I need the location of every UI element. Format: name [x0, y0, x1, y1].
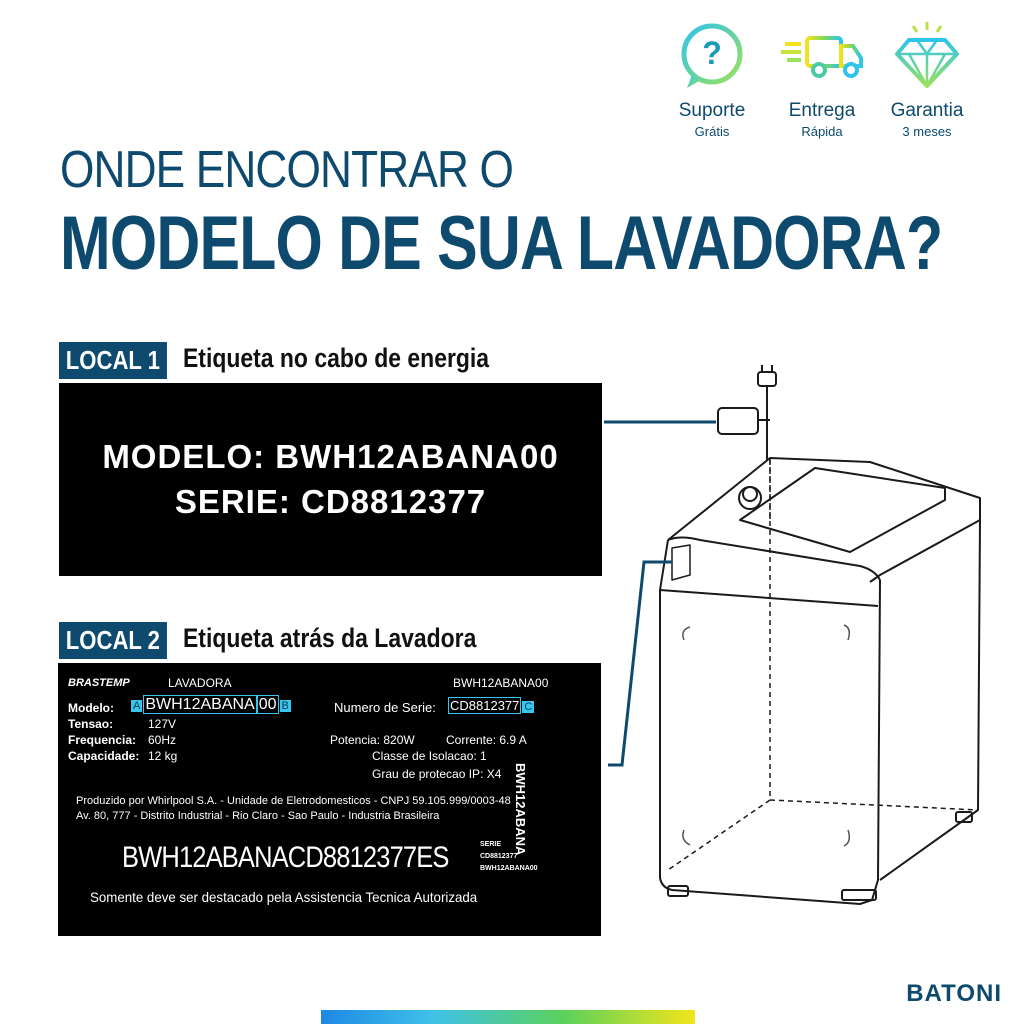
headline-line2: MODELO DE SUA LAVADORA? — [60, 201, 943, 286]
label2-serie-value — [448, 698, 535, 713]
label2-vertical-code: BWH12ABANA — [513, 763, 528, 856]
brand-gradient-bar — [321, 1010, 695, 1024]
local2-caption: Etiqueta atrás da Lavadora — [183, 623, 477, 653]
brand-logo: BATONI — [906, 980, 1002, 1007]
label1-model: MODELO: BWH12ABANA00 — [102, 438, 559, 475]
model-suffix: 00 — [258, 696, 277, 713]
question-chat-icon — [677, 20, 747, 92]
label2-footer-note: Somente deve ser destacado pela Assistencia Tecnica Autorizada — [90, 889, 478, 905]
label2-grau: Grau de protecao IP: X4 — [372, 767, 502, 781]
label2-product: LAVADORA — [168, 676, 232, 690]
feature-subtitle: Rápida — [801, 124, 843, 139]
feature-subtitle: Grátis — [694, 124, 730, 139]
headline-line1: ONDE ENCONTRAR O — [60, 141, 513, 199]
feature-title: Suporte — [678, 100, 746, 121]
marker-a: A — [133, 700, 141, 712]
label2-small-code2: BWH12ABANA00 — [480, 865, 538, 872]
local2-tag: LOCAL 2 — [59, 622, 167, 659]
rear-label — [58, 663, 601, 936]
feature-entrega — [772, 20, 872, 139]
marker-b: B — [281, 700, 289, 712]
label2-produced-line2: Av. 80, 777 - Distrito Industrial - Rio Claro - Sao Paulo - Industria Brasileira — [76, 810, 440, 822]
label2-modelo-label: Modelo: — [68, 701, 114, 715]
label2-small-serie: SERIE — [480, 841, 502, 848]
delivery-truck-icon — [777, 20, 867, 92]
svg-text:?: ? — [702, 35, 722, 71]
label2-tensao-value: 127V — [148, 717, 177, 731]
marker-c: C — [524, 701, 533, 713]
feature-suporte — [662, 20, 762, 139]
serie-value: CD8812377 — [450, 698, 520, 713]
feature-garantia — [877, 20, 977, 139]
local1-tag: LOCAL 1 — [59, 342, 167, 379]
feature-title: Entrega — [788, 100, 856, 121]
label2-model-top: BWH12ABANA00 — [453, 676, 549, 690]
washing-machine-illustration — [600, 355, 1000, 915]
label2-classe: Classe de Isolacao: 1 — [372, 749, 487, 763]
label2-potencia: Potencia: 820W — [330, 733, 415, 747]
label2-big-code: BWH12ABANACD8812377ES — [122, 841, 449, 874]
feature-title: Garantia — [890, 100, 964, 121]
label2-freq-value: 60Hz — [148, 733, 177, 747]
label1-serie: SERIE: CD8812377 — [174, 483, 487, 520]
model-main: BWH12ABANA — [145, 696, 255, 713]
label2-cap-value: 12 kg — [148, 749, 178, 763]
label2-model-value — [130, 696, 292, 714]
diamond-icon — [887, 20, 967, 92]
power-cable-label — [59, 383, 602, 576]
feature-subtitle: 3 meses — [902, 124, 952, 139]
label2-tensao-label: Tensao: — [68, 717, 114, 731]
label2-serie-label: Numero de Serie: — [334, 700, 436, 715]
label2-freq-label: Frequencia: — [68, 733, 137, 747]
label2-cap-label: Capacidade: — [68, 749, 140, 763]
label2-corrente: Corrente: 6.9 A — [446, 733, 527, 747]
label2-produced-line1: Produzido por Whirlpool S.A. - Unidade de Eletrodomesticos - CNPJ 59.105.999/0003-48 — [76, 795, 511, 807]
local1-caption: Etiqueta no cabo de energia — [183, 343, 490, 373]
label2-small-code1: CD8812377 — [480, 853, 518, 860]
label2-brand: BRASTEMP — [68, 677, 130, 689]
